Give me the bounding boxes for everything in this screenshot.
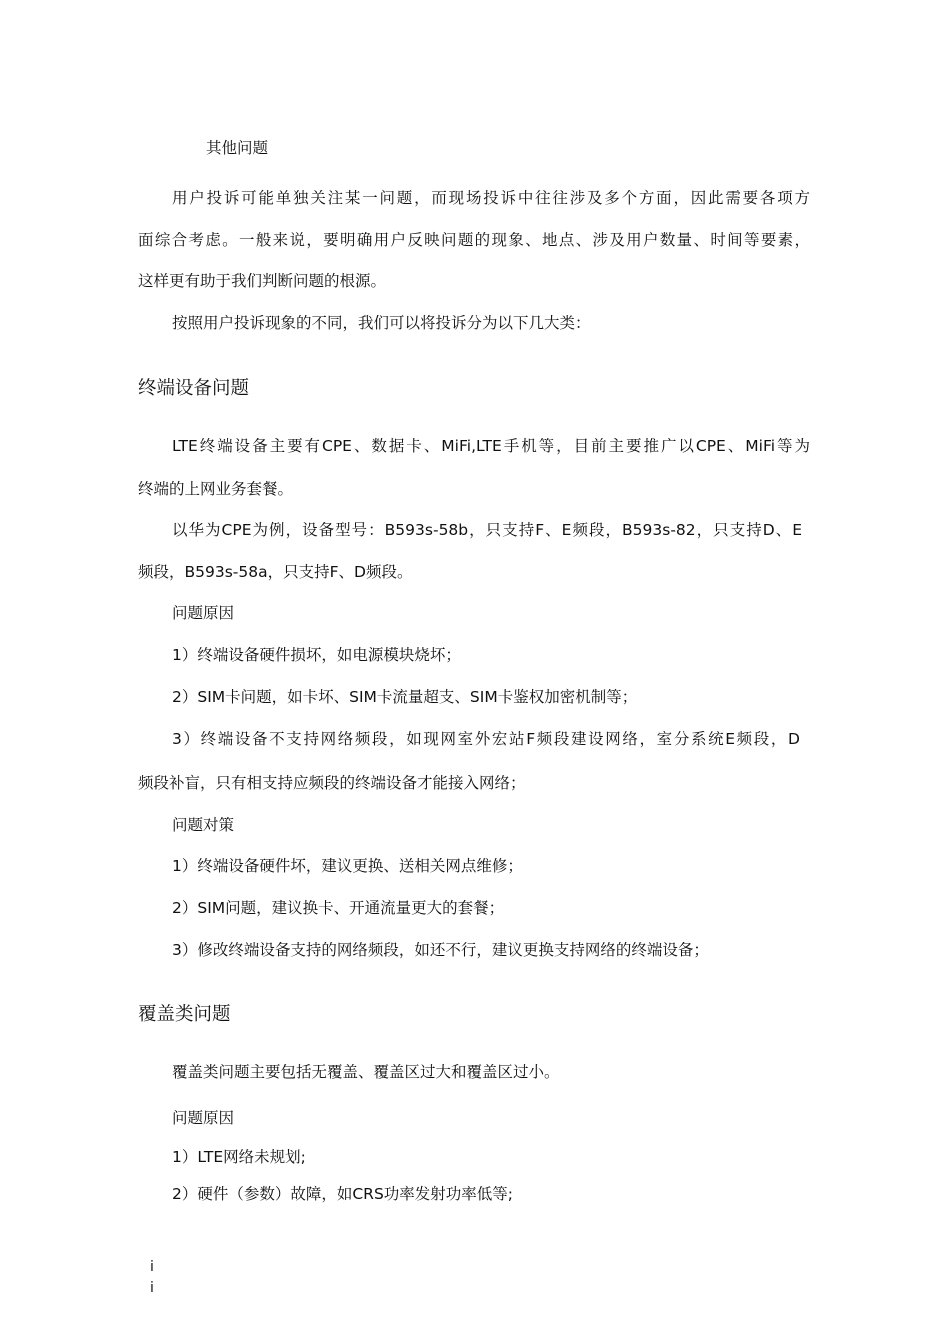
paragraph-line: 按照用户投诉现象的不同，我们可以将投诉分为以下几大类： (172, 314, 591, 332)
list-item: 2）SIM卡问题，如卡坏、SIM卡流量超支、SIM卡鉴权加密机制等； (172, 688, 638, 706)
list-item: 1）终端设备硬件坏，建议更换、送相关网点维修； (172, 857, 523, 875)
fix-label: 问题对策 (172, 816, 235, 834)
list-item: 2）硬件（参数）故障，如CRS功率发射功率低等; (172, 1185, 514, 1203)
section-title-other: 其他问题 (206, 139, 269, 157)
list-item: 1）终端设备硬件损坏，如电源模块烧坏； (172, 646, 461, 664)
heading-coverage: 覆盖类问题 (138, 1004, 231, 1025)
paragraph-line: 覆盖类问题主要包括无覆盖、覆盖区过大和覆盖区过小。 (172, 1063, 560, 1081)
paragraph-line: 这样更有助于我们判断问题的根源。 (138, 272, 387, 290)
paragraph-line: 终端的上网业务套餐。 (138, 480, 294, 498)
paragraph-line: 用户投诉可能单独关注某一问题，而现场投诉中往往涉及多个方面，因此需要各项方 (172, 189, 810, 207)
cause-label: 问题原因 (172, 1109, 235, 1127)
footer-mark: i (150, 1259, 154, 1275)
list-item: 3）终端设备不支持网络频段，如现网室外宏站F频段建设网络，室分系统E频段，D (172, 730, 800, 748)
list-item-continuation: 频段补盲，只有相支持应频段的终端设备才能接入网络； (138, 774, 526, 792)
footer-mark: i (150, 1280, 154, 1296)
paragraph-line: 面综合考虑。一般来说，要明确用户反映问题的现象、地点、涉及用户数量、时间等要素， (138, 231, 810, 249)
cause-label: 问题原因 (172, 604, 235, 622)
list-item: 1）LTE网络未规划; (172, 1148, 306, 1166)
heading-terminal: 终端设备问题 (138, 378, 250, 399)
paragraph-line: 以华为CPE为例，设备型号：B593s-58b，只支持F、E频段，B593s-82，只支持D、E (172, 521, 802, 539)
list-item: 2）SIM问题，建议换卡、开通流量更大的套餐； (172, 899, 505, 917)
list-item: 3）修改终端设备支持的网络频段，如还不行，建议更换支持网络的终端设备； (172, 941, 709, 959)
paragraph-line: LTE终端设备主要有CPE、数据卡、MiFi,LTE手机等，目前主要推广以CPE、MiFi等为 (172, 437, 810, 455)
paragraph-line: 频段，B593s-58a，只支持F、D频段。 (138, 563, 413, 581)
